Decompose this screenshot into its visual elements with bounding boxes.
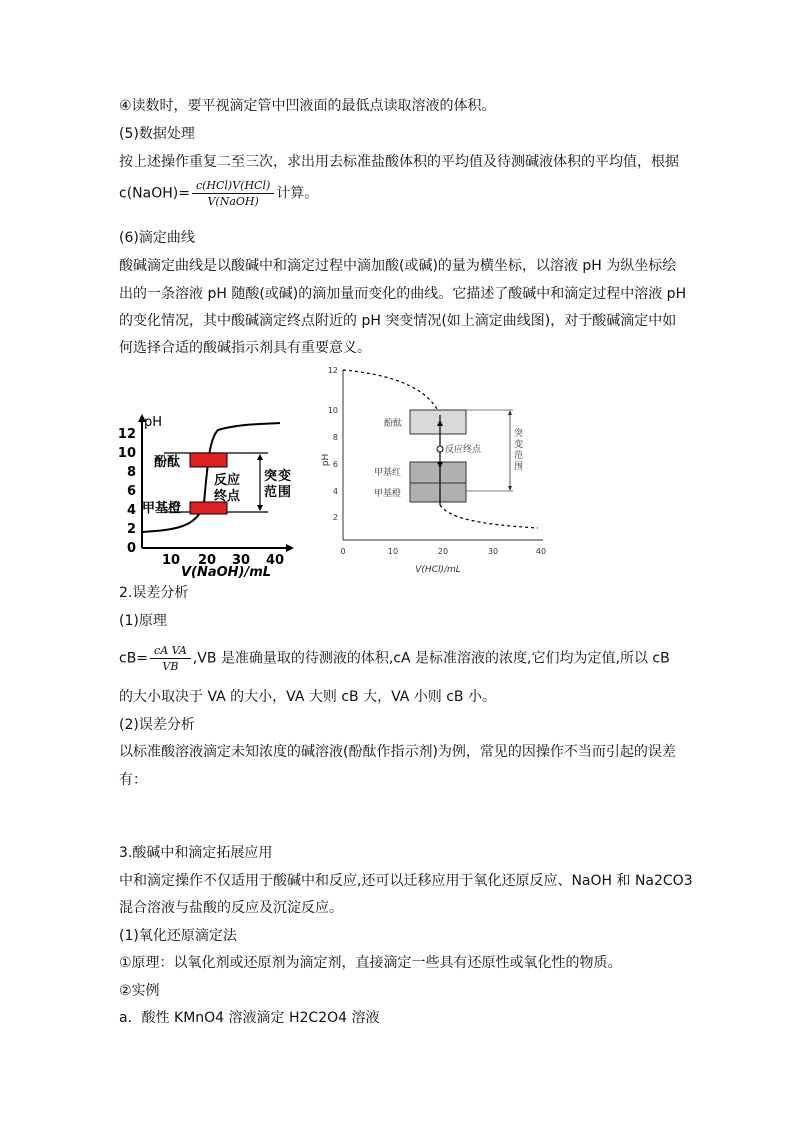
- formula-numerator: cA VA: [150, 643, 191, 659]
- y-tick-label: 10: [327, 406, 338, 415]
- x-tick-label: 30: [487, 547, 499, 556]
- y-tick-label: 6: [332, 460, 338, 469]
- section-heading: (1)原理: [119, 613, 167, 629]
- y-tick-label: 6: [126, 484, 136, 499]
- section-heading: 2.误差分析: [119, 585, 189, 601]
- titration-curve-naoh: [118, 408, 298, 578]
- endpoint-label: 反应终点: [445, 445, 482, 455]
- range-label: 围: [514, 462, 524, 472]
- x-tick-label: 20: [197, 553, 217, 568]
- text-line: 混合溶液与盐酸的反应及沉淀反应。: [119, 900, 343, 916]
- range-label: 变: [514, 440, 524, 450]
- y-tick-label: 8: [126, 465, 136, 480]
- formula-fraction: [150, 643, 191, 674]
- text-line: a．酸性 KMnO4 溶液滴定 H2C2O4 溶液: [119, 1010, 380, 1026]
- x-tick-label: 40: [535, 547, 547, 556]
- x-tick-label: 10: [387, 547, 399, 556]
- x-tick-label: 20: [437, 547, 449, 556]
- x-tick-label: 40: [265, 553, 285, 568]
- text-line: ②实例: [119, 983, 160, 999]
- text-line: 按上述操作重复二至三次，求出用去标准盐酸体积的平均值及待测碱液体积的平均值，根据: [119, 154, 679, 170]
- phenolphthalein-label: 酚酞: [154, 455, 181, 470]
- endpoint-label: 反应: [214, 473, 241, 488]
- x-tick-label: 10: [161, 553, 181, 568]
- section-heading: (6)滴定曲线: [119, 230, 195, 246]
- text-line: 以标准酸溶液滴定未知浓度的碱溶液(酚酞作指示剂)为例，常见的因操作不当而引起的误差: [119, 744, 676, 760]
- formula-text: ,VB 是准确量取的待测液的体积,cA 是标准溶液的浓度,它们均为定值,所以 cB: [192, 650, 670, 667]
- y-tick-label: 10: [118, 446, 136, 461]
- titration-curve-hcl: [318, 360, 548, 580]
- y-axis-label: pH: [144, 415, 163, 430]
- endpoint-label: 终点: [214, 489, 241, 504]
- range-label: 围: [278, 485, 292, 500]
- range-label: 范: [264, 485, 278, 500]
- section-heading: (1)氧化还原滴定法: [119, 928, 237, 944]
- methyl-orange-label: 甲基橙: [142, 501, 182, 516]
- section-heading: (2)误差分析: [119, 717, 195, 733]
- formula-line: [119, 178, 318, 209]
- formula-denominator: V(NaOH): [207, 195, 259, 208]
- text-line: 何选择合适的酸碱指示剂具有重要意义。: [119, 340, 371, 356]
- methyl-red-label: 甲基红: [374, 468, 402, 478]
- range-label: 突: [264, 469, 278, 484]
- text-line: 的变化情况，其中酸碱滴定终点附近的 pH 突变情况(如上滴定曲线图)，对于酸碱滴定中如: [119, 313, 677, 329]
- formula-prefix: cB=: [119, 650, 149, 667]
- text-line: ④读数时，要平视滴定管中凹液面的最低点读取溶液的体积。: [119, 98, 496, 114]
- y-tick-label: 2: [332, 513, 338, 522]
- y-tick-label: 0: [126, 541, 136, 556]
- range-label: 范: [514, 451, 524, 461]
- formula-suffix: 计算。: [276, 185, 319, 202]
- range-label: 变: [278, 469, 292, 484]
- text-line: 酸碱滴定曲线是以酸碱中和滴定过程中滴加酸(或碱)的量为横坐标，以溶液 pH 为纵坐标绘: [119, 258, 677, 274]
- section-heading: (5)数据处理: [119, 126, 195, 142]
- section-heading: 3.酸碱中和滴定拓展应用: [119, 845, 273, 861]
- y-tick-label: 12: [327, 366, 338, 375]
- text-line: 出的一条溶液 pH 随酸(或碱)的滴加量而变化的曲线。它描述了酸碱中和滴定过程中溶液 pH: [119, 286, 687, 302]
- y-tick-label: 4: [126, 503, 136, 518]
- x-axis-label: V(NaOH)/mL: [180, 565, 272, 578]
- x-axis-label: V(HCl)/mL: [415, 565, 461, 575]
- x-tick-label: 30: [231, 553, 251, 568]
- y-axis-label: pH: [321, 453, 331, 467]
- text-line: ①原理：以氧化剂或还原剂为滴定剂，直接滴定一些具有还原性或氧化性的物质。: [119, 955, 622, 971]
- formula-denominator: VB: [162, 660, 179, 673]
- formula-line: [119, 643, 670, 674]
- text-line: 的大小取决于 VA 的大小，VA 大则 cB 大，VA 小则 cB 小。: [119, 689, 496, 705]
- text-line: 中和滴定操作不仅适用于酸碱中和反应,还可以迁移应用于氧化还原反应、NaOH 和 Na2CO3: [119, 873, 693, 889]
- y-tick-label: 4: [332, 487, 338, 496]
- y-tick-label: 8: [332, 433, 338, 442]
- y-tick-label: 12: [118, 427, 136, 442]
- formula-numerator: c(HCl)V(HCl): [192, 178, 274, 194]
- methyl-orange-label: 甲基橙: [374, 489, 402, 499]
- range-label: 突: [514, 429, 524, 439]
- phenolphthalein-label: 酚酞: [384, 419, 403, 429]
- formula-prefix: c(NaOH)=: [119, 185, 190, 202]
- text-line: 有：: [119, 772, 147, 788]
- y-tick-label: 2: [126, 522, 136, 537]
- x-tick-label: 0: [340, 547, 346, 556]
- formula-fraction: [192, 178, 274, 209]
